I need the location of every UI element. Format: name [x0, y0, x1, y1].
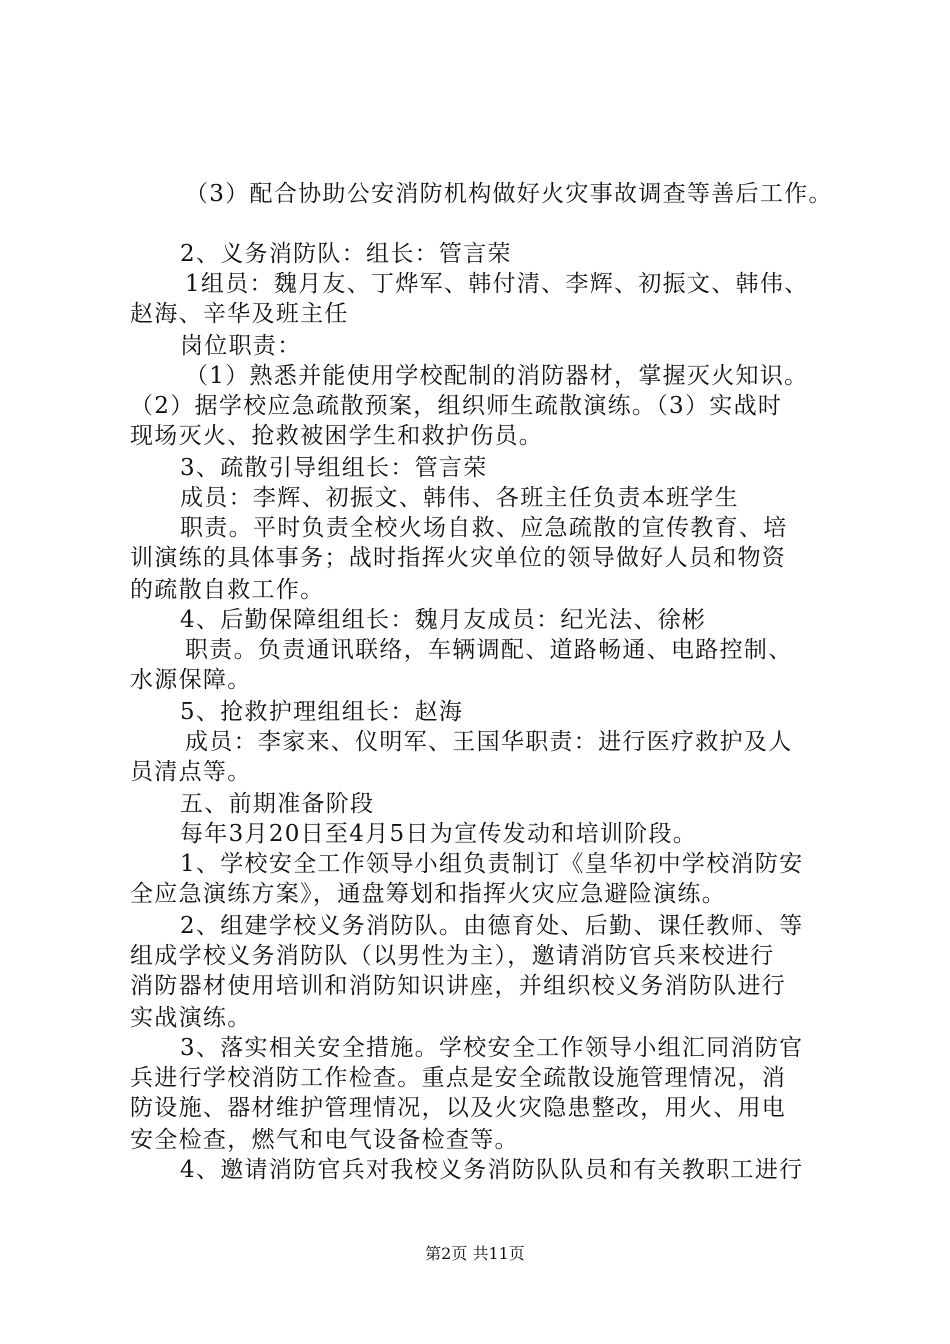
page-number-footer: 第2页 共11页: [425, 1244, 525, 1263]
text-line: 消防器材使用培训和消防知识讲座，并组织校义务消防队进行: [130, 973, 787, 999]
text-line: 安全检查，燃气和电气设备检查等。: [130, 1127, 519, 1153]
section-heading: 五、前期准备阶段: [180, 791, 375, 817]
text-line: 全应急演练方案》，通盘筹划和指挥火灾应急避险演练。: [130, 881, 726, 907]
text-line: （3）配合协助公安消防机构做好火灾事故调查等善后工作。: [185, 181, 833, 207]
text-line: 2、组建学校义务消防队。由德育处、后勤、课任教师、等: [180, 913, 804, 939]
text-line: 1组员：魏月友、丁烨军、韩付清、李辉、初振文、韩伟、: [185, 271, 809, 297]
text-line: 成员：李家来、仪明军、王国华职责：进行医疗救护及人: [185, 729, 793, 755]
text-line: 的疏散自救工作。: [130, 577, 325, 603]
text-line: 训演练的具体事务；战时指挥火灾单位的领导做好人员和物资: [130, 545, 787, 571]
text-line: 组成学校义务消防队（以男性为主），邀请消防官兵来校进行: [130, 943, 775, 969]
text-line: 现场灭火、抢救被困学生和救护伤员。: [130, 423, 544, 449]
text-line: 成员：李辉、初振文、韩伟、各班主任负责本班学生: [180, 485, 739, 511]
text-line: 兵进行学校消防工作检查。重点是安全疏散设施管理情况，消: [130, 1065, 787, 1091]
text-line: 4、邀请消防官兵对我校义务消防队队员和有关教职工进行: [180, 1157, 804, 1183]
text-line: 防设施、器材维护管理情况，以及火灾隐患整改，用火、用电: [130, 1095, 787, 1121]
text-line: 实战演练。: [130, 1005, 252, 1031]
text-line: 3、落实相关安全措施。学校安全工作领导小组汇同消防官: [180, 1035, 804, 1061]
text-line: 每年3月20日至4月5日为宣传发动和培训阶段。: [180, 821, 698, 847]
text-line: （2）据学校应急疏散预案，组织师生疏散演练。（3）实战时: [130, 393, 783, 419]
text-line: 水源保障。: [130, 667, 252, 693]
text-line: 职责。负责通讯联络，车辆调配、道路畅通、电路控制、: [185, 637, 793, 663]
text-line: 4、后勤保障组组长：魏月友成员：纪光法、徐彬: [180, 607, 707, 633]
text-line: 1、学校安全工作领导小组负责制订《皇华初中学校消防安: [180, 851, 804, 877]
text-line: 2、义务消防队：组长：管言荣: [180, 241, 512, 267]
text-line: 赵海、辛华及班主任: [130, 301, 349, 327]
text-line: 5、抢救护理组组长：赵海: [180, 699, 464, 725]
text-line: 职责。平时负责全校火场自救、应急疏散的宣传教育、培: [180, 515, 788, 541]
text-line: （1）熟悉并能使用学校配制的消防器材，掌握灭火知识。: [185, 363, 809, 389]
text-line: 员清点等。: [130, 759, 252, 785]
text-line: 3、疏散引导组组长：管言荣: [180, 455, 488, 481]
text-line: 岗位职责：: [180, 333, 302, 359]
